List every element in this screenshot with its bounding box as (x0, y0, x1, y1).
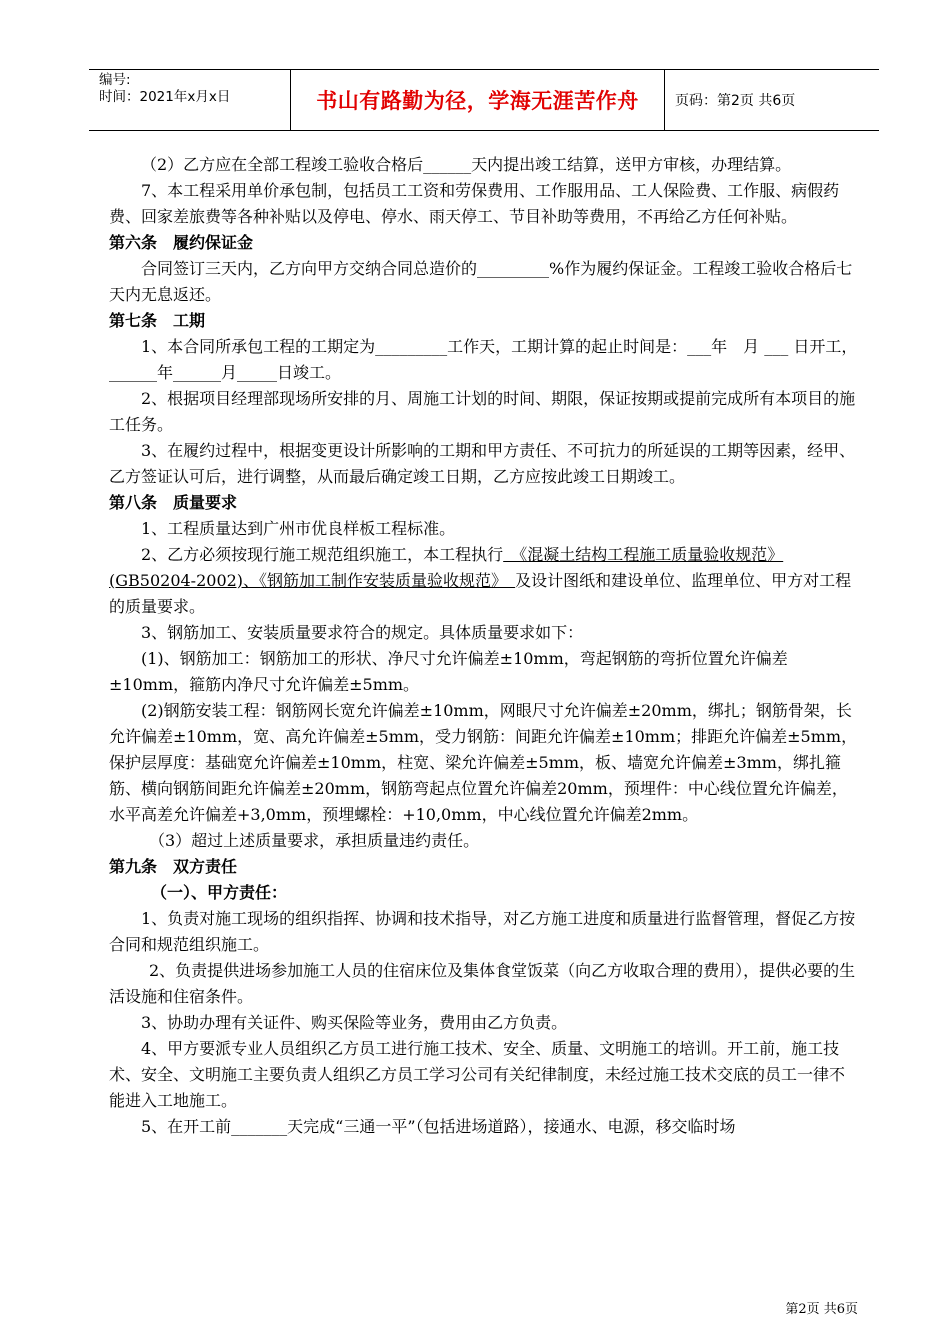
section-heading-9: 第九条 双方责任 (109, 857, 238, 876)
paragraph: 4、甲方要派专业人员组织乙方员工进行施工技术、安全、质量、文明施工的培训。开工前，施工技术、安全、文明施工主要负责人组织乙方员工学习公司有关纪律制度，未经过施工技术交底的员工一律不能进入工地施工。 (109, 1039, 846, 1110)
paragraph: 5、在开工前_______天完成“三通一平”（包括进场道路），接通水、电源，移交临时场 (141, 1117, 736, 1136)
paragraph: 1、本合同所承包工程的工期定为_________工作天，工期计算的起止时间是：___年 月 ___ 日开工，______年______月_____日竣工。 (109, 337, 858, 382)
header-meta (89, 70, 291, 130)
time-label: 时间：2021年x月x日 (99, 89, 231, 105)
section-heading-6: 第六条 履约保证金 (109, 233, 254, 252)
text-segment: 及设计图纸和建设单位、监理单位、甲方对工程的质量要求。 (109, 571, 852, 616)
paragraph: 3、协助办理有关证件、购买保险等业务，费用由乙方负责。 (141, 1013, 568, 1032)
document-body (109, 152, 859, 1140)
paragraph: 3、钢筋加工、安装质量要求符合的规定。具体质量要求如下： (141, 623, 584, 642)
paragraph: 合同签订三天内，乙方向甲方交纳合同总造价的_________%作为履约保证金。工程竣工验收合格后七天内无息返还。 (109, 259, 853, 304)
paragraph: 1、工程质量达到广州市优良样板工程标准。 (141, 519, 456, 538)
paragraph: 2、负责提供进场参加施工人员的住宿床位及集体食堂饭菜（向乙方收取合理的费用），提供必要的生活设施和住宿条件。 (109, 961, 856, 1006)
text-segment: 2、乙方必须按现行施工规范组织施工，本工程执行 (141, 545, 504, 564)
paragraph: (1)、钢筋加工：钢筋加工的形状、净尺寸允许偏差±10mm，弯起钢筋的弯折位置允许偏差±10mm，箍筋内净尺寸允许偏差±5mm。 (109, 649, 788, 694)
page-info: 页码：第2页 共6页 (675, 93, 796, 109)
paragraph: (2)钢筋安装工程：钢筋网长宽允许偏差±10mm，网眼尺寸允许偏差±20mm，绑扎；钢筋骨架，长允许偏差±10mm，宽、高允许偏差±5mm，受力钢筋：间距允许偏差±10mm；排距允许偏差±5mm，保护层厚度：基础宽允许偏差±10mm，柱宽、梁允许偏差±5mm，板、墙宽允许偏差±3mm，绑扎箍筋、横向钢筋间距允许偏差±20mm，钢筋弯起点位置允许偏差20mm，预埋件：中心线位置允许偏差，水平高差允许偏差+3,0mm，预埋螺栓：+10,0mm，中心线位置允许偏差2mm。 (109, 701, 858, 824)
subsection-heading: （一）、甲方责任： (151, 883, 288, 902)
paragraph-standards (109, 542, 859, 620)
paragraph: （2）乙方应在全部工程竣工验收合格后______天内提出竣工结算，送甲方审核，办理结算。 (141, 155, 792, 174)
paragraph: （3）超过上述质量要求，承担质量违约责任。 (149, 831, 480, 850)
section-heading-7: 第七条 工期 (109, 311, 206, 330)
paragraph: 1、负责对施工现场的组织指挥、协调和技术指导，对乙方施工进度和质量进行监督管理，督促乙方按合同和规范组织施工。 (109, 909, 856, 954)
page-footer: 第2页 共6页 (785, 1302, 858, 1317)
paragraph: 2、根据项目经理部现场所安排的月、周施工计划的时间、期限，保证按期或提前完成所有本项目的施工任务。 (109, 389, 856, 434)
paragraph: 3、在履约过程中，根据变更设计所影响的工期和甲方责任、不可抗力的所延误的工期等因素，经甲、乙方签证认可后，进行调整，从而最后确定竣工日期，乙方应按此竣工日期竣工。 (109, 441, 856, 486)
paragraph: 7、本工程采用单价承包制，包括员工工资和劳保费用、工作服用品、工人保险费、工作服、病假药费、回家差旅费等各种补贴以及停电、停水、雨天停工、节目补助等费用，不再给乙方任何补贴。 (109, 181, 840, 226)
section-heading-8: 第八条 质量要求 (109, 493, 238, 512)
standards-reference: 《混凝土结构工程施工质量验收规范》(GB50204-2002)、《钢筋加工制作安装质量验收规范》 (109, 545, 784, 590)
motto: 书山有路勤为径，学海无涯苦作舟 (291, 70, 665, 130)
number-label: 编号: (99, 72, 131, 88)
page-header (89, 69, 879, 131)
